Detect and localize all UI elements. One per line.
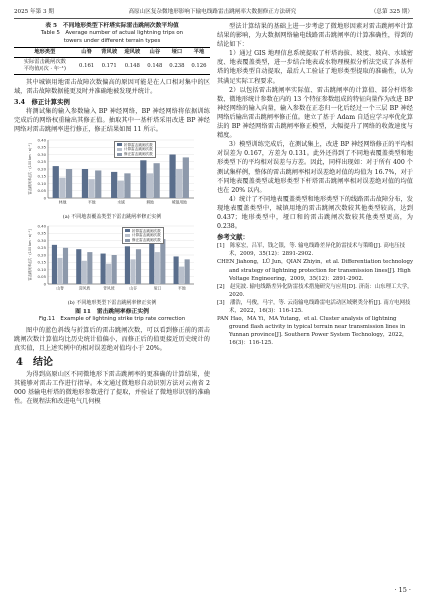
reference-item: [2] 赵宪波. 输电线路差异化防雷技术措施研究与应用[D]. 济南：山东理工大学，2020. (217, 283, 413, 298)
y-tick-label: 0.35 (37, 144, 46, 150)
bar (185, 259, 190, 284)
y-axis-label: 雷击跳闸率/[次 · (100 km · a)⁻¹] (28, 229, 32, 281)
figure-11-caption-zh: 图 11 雷击跳闸率修正实例 (75, 308, 149, 315)
bar (52, 245, 57, 284)
paragraph: 型法计算结果的基础上进一步考虑了微地形因素对雷击跳闸率计算结果的影响，为大数据网络输电线路雷击跳闸率的计算准确性，得到的结论如下： (217, 23, 413, 49)
section-heading-3-4: 3.4 修正计算实例 (14, 98, 70, 107)
figure-11a (26, 137, 198, 214)
table5-value: 0.238 (169, 62, 185, 69)
x-tick-label: 山脊 (56, 285, 64, 291)
chart-a-legend: 折算雷击跳闸次数 计算雷击跳闸次数 修正雷击跳闸次数 (114, 141, 156, 159)
references (217, 233, 413, 347)
table5-caption-en-1: Table 5 Average number of actual lightning trips on (40, 30, 184, 36)
section-heading-4: 4 结论 (16, 356, 53, 368)
chart-b-legend: 折算雷击跳闸次数 计算雷击跳闸次数 修正雷击跳闸次数 (122, 227, 164, 245)
table5-value: 0.126 (191, 62, 207, 69)
reference-item: PAN Hao，MA Yi，MA Yutang，et al. Cluster analysis of lightning ground flash activity in typical terrain near transmission lines in Yunnan province[J]. Southern Power System Technology，2022，16(3)：116-125. (217, 316, 408, 347)
bar (183, 157, 189, 198)
page-number: · 15 · (394, 586, 411, 594)
y-tick-label: 0.40 (37, 136, 46, 142)
y-tick-label: 0.10 (37, 180, 46, 186)
table5-value: 0.148 (124, 62, 140, 69)
x-tick-label: 背风坡 (103, 285, 115, 291)
bar (95, 170, 101, 198)
bar (147, 173, 153, 198)
bar (130, 259, 135, 284)
bar (136, 249, 141, 284)
y-tick-label: 0.20 (37, 251, 46, 257)
table5-header-cell: 垭口 (171, 49, 183, 55)
table5-header-cell: 山谷 (149, 49, 161, 55)
bar (57, 258, 62, 284)
bar-chart-b (26, 223, 198, 297)
x-tick-label: 水域 (117, 199, 125, 205)
y-tick-label: 0.05 (37, 187, 46, 193)
bar (53, 166, 59, 198)
page-header (14, 7, 413, 19)
x-tick-label: 平地 (88, 199, 96, 205)
bar (160, 239, 165, 284)
bar (140, 160, 146, 198)
table5-caption-en-2: towers under different terrain types (63, 37, 161, 44)
x-tick-label: 山谷 (129, 285, 137, 291)
x-tick-label: 平地 (178, 285, 186, 291)
paragraph: 4）统计了不同地表覆盖类型和地形类型下的线路雷击故障分布，发现地表覆盖类型中，城镇用地的雷击跳闸次数较其他类型较高，达到 0.437；地形类型中，垭口和的雷击跳闸次数较其他类型更高，为 0.238。 (217, 195, 413, 231)
y-axis-label: 雷击跳闸率/[次 · (100 km · a)⁻¹] (28, 142, 32, 195)
y-tick-label: 0.40 (37, 222, 46, 228)
table5-value: 0.148 (147, 62, 163, 69)
figure-11-caption-en: Fig.11 Example of lightning strike trip rate correction (38, 315, 186, 322)
bar (66, 169, 72, 198)
figure-11a-caption: (a) 不同地表覆盖类型下雷击跳闸率修正实例 (62, 213, 162, 220)
bar (125, 246, 130, 284)
bar (88, 179, 94, 198)
bar (118, 180, 124, 197)
bar (106, 263, 111, 283)
bar (87, 252, 92, 284)
paragraph: 将测试集的输入参数输入 BP 神经网络，BP 神经网络将依据训练完成后的网络权重输出其修正值。抽取其中一基杆塔采用改进 BP 神经网络对雷击跳闸率进行修正，修正结果如图 11 所示。 (14, 108, 210, 134)
reference-item: CHEN Jiahong，LÜ Jun，QIAN Zhiyin，et al. Differentiation technology and strategy of lightning protection for transmission lines[J]. High Voltage Engineering，2009，35(12)：2891-2902. (217, 259, 413, 282)
running-title: 高原山区复杂微地形影响下输电线路雷击跳闸率大数据修正方法研究 (128, 9, 297, 15)
figure-11b (26, 223, 198, 300)
y-tick-label: 0.35 (37, 230, 46, 236)
bar (111, 171, 117, 197)
table5-header-cell: 迎风坡 (124, 49, 141, 55)
left-column (14, 22, 210, 406)
y-tick-label: 0.30 (37, 151, 46, 157)
bar (112, 255, 117, 284)
y-tick-label: 0.25 (37, 244, 46, 250)
y-tick-label: 0.15 (37, 259, 46, 265)
bar (124, 173, 130, 198)
table5-row-label: 实际雷击跳闸次数 平均值/(次 · 年⁻¹) (23, 59, 66, 72)
table5-header-cell: 平地 (193, 49, 205, 55)
y-tick-label: 0.30 (37, 237, 46, 243)
bar (63, 247, 68, 283)
x-tick-label: 林地 (58, 199, 67, 205)
x-tick-label: 城镇用地 (171, 199, 187, 205)
bar-chart-a (26, 137, 198, 211)
references-heading: 参考文献： (217, 233, 249, 242)
table5-value: 0.161 (79, 62, 95, 69)
bar (155, 252, 160, 284)
bar (76, 249, 81, 284)
table-row (14, 58, 210, 75)
table5-caption-zh: 表 5 不同地形类型下杆塔实际雷击跳闸次数平均值 (45, 23, 179, 29)
bar (101, 253, 106, 283)
bar (179, 266, 184, 283)
paragraph: 3）模型训练完成后，在测试集上，改进 BP 神经网络修正的平均相对误差为 0.167，方差为 0.131。此外还得到了不同地表覆盖类型和地形类型下的平均相对误差与方差。因此，同样出现如：对于所有 400 个测试集样例，整体的雷击跳闸率相对误差绝对值的均值为 16.7%，对于不同地表覆盖类型或地形类型下杆塔雷击跳闸率相对误差绝对值的均值也在 20% 以内。 (217, 141, 413, 194)
paragraph: 其中城镇用地雷击故障次数偏高的原因可能是在人口相对集中的区域，雷击故障数据能更及时并准确地被发现并统计。 (14, 79, 210, 96)
table5-header-cell: 背风坡 (101, 49, 118, 55)
bar (174, 256, 179, 284)
bar (176, 169, 182, 198)
reference-item: [3] 潘浩，马俊，马宇，等. 云南输电线路雷电活动区域聚类分析[J]. 南方电网技术，2022，16(3)：116-125. (217, 299, 411, 314)
y-tick-label: 0.10 (37, 266, 46, 272)
paragraph: 2）以包括雷击跳闸率实际值、雷击跳闸率的计算值、部分杆塔参数、微地形统计参数在内的 13 个特征参数组成的特征向量作为改进 BP 神经网络的输入向量，输入参数在正态归一化后经过一个三层 BP 神经网络后输出雷击跳闸率修正值。建立了基于 Adam 自适应学习率优化算法的 BP 神经网络雷击跳闸率修正模型，大幅提升了网络的收敛速度与精度。 (217, 86, 413, 140)
table5-value: 0.171 (101, 62, 117, 69)
y-tick-label: 0 (43, 194, 46, 200)
table5-header-cell: 地形类型 (34, 49, 56, 55)
figure-11b-caption: (b) 不同地形类型下雷击跳闸率修正实例 (67, 299, 157, 306)
y-tick-label: 0.25 (37, 158, 46, 164)
y-tick-label: 0.15 (37, 173, 46, 179)
bar (82, 169, 88, 198)
y-tick-label: 0 (43, 280, 46, 286)
table5-header-cell: 山脊 (81, 49, 92, 55)
y-tick-label: 0.20 (37, 165, 46, 171)
paragraph: 为得到高原山区不同微地形下雷击跳闸率的更准确的计算结果，使其能够对雷击工作进行指导。本文通过微地形自动识别方法对云南省 2 000 基输电杆塔的微地形参数进行了提取，并验证了微地形识别的准确性。在规程法和改进电气几何模 (14, 370, 210, 405)
bar (82, 260, 87, 283)
journal-issue: 2025 年第 3 期 (14, 9, 54, 15)
bar (59, 177, 65, 197)
total-issue: （总第 325 期） (370, 9, 413, 15)
bar (154, 163, 160, 198)
table5 (14, 47, 210, 75)
y-tick-label: 0.05 (37, 273, 46, 279)
right-column (217, 22, 413, 347)
reference-item: [1] 陈家宏，吕军，钱之银，等. 输电线路差异化防雷技术与策略[J]. 高电压技术，2009，35(12)：2891-2902. (217, 243, 405, 258)
x-tick-label: 耕地 (146, 199, 154, 205)
bar (169, 154, 175, 198)
paragraph: 图中的蓝色斜线与折算后的雷击跳闸次数，可以看到修正前的雷击跳闸次数计算值均比历史统计值偏小，而修正后的值更接近历史统计的真实值，且上述实例中的相对误差绝对值均小于 20%。 (14, 327, 210, 353)
x-tick-label: 迎风坡 (78, 285, 91, 291)
x-tick-label: 垭口 (153, 285, 162, 291)
paragraph: 1）通过 GIS 地理信息系统提取了杆塔海拔、坡度、坡向、水域密度、地表覆盖类型，进一步结合地表或水物理模拟分析法完成了各基杆塔的地形类型自动提取，最后人工验证了地形类型提取的准确性，认为其满足实际工程要求。 (217, 50, 413, 85)
